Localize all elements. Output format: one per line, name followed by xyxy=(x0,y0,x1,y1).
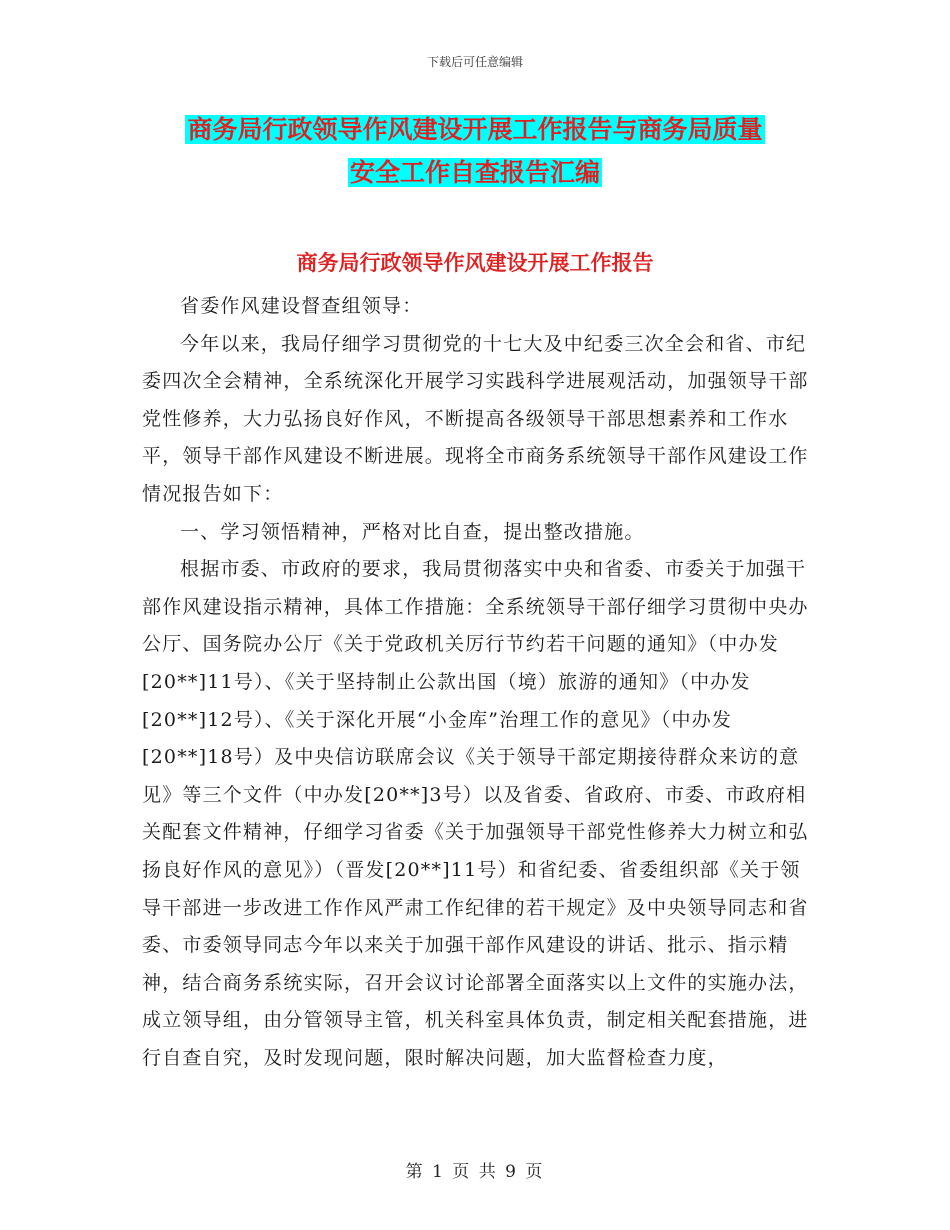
title-highlight: 安全工作自查报告汇编 xyxy=(349,158,600,187)
section-title: 商务局行政领导作风建设开展工作报告 xyxy=(296,251,654,275)
paragraph-heading-1: 一、学习领悟精神，严格对比自查，提出整改措施。 xyxy=(180,520,645,543)
document-title-line-2 xyxy=(0,154,950,192)
paragraph-intro: 今年以来，我局仔细学习贯彻党的十七大及中纪委三次全会和省、市纪委四次全会精神，全系统深化开展学习实践科学进展观活动，加强领导干部党性修养，大力弘扬良好作风，不断提高各级领导干部思想素养和工作水平，领导干部作风建设不断进展。现将全市商务系统领导干部作风建设工作情况报告如下： xyxy=(142,332,809,505)
page-number: 第 1 页 共 9 页 xyxy=(405,1162,545,1182)
document-body xyxy=(142,288,814,1077)
header-note: 下载后可任意编辑 xyxy=(426,55,523,69)
document-title-line-1 xyxy=(0,111,950,149)
paragraph-measures: 根据市委、市政府的要求，我局贯彻落实中央和省委、市委关于加强干部作风建设指示精神，具体工作措施：全系统领导干部仔细学习贯彻中央办公厅、国务院办公厅《关于党政机关厉行节约若干问题的通知》（中办发[20**]11号）、《关于坚持制止公款出国（境）旅游的通知》（中办发[20**]12号）、《关于深化开展“小金库”治理工作的意见》（中办发[20**]18号）及中央信访联席会议《关于领导干部定期接待群众来访的意见》等三个文件（中办发[20**]3号）以及省委、省政府、市委、市政府相关配套文件精神，仔细学习省委《关于加强领导干部党性修养大力树立和弘扬良好作风的意见》）（晋发[20**]11号）和省纪委、省委组织部《关于领导干部进一步改进工作作风严肃工作纪律的若干规定》及中央领导同志和省委、市委领导同志今年以来关于加强干部作风建设的讲话、批示、指示精神，结合商务系统实际，召开会议讨论部署全面落实以上文件的实施办法，成立领导组，由分管领导主管，机关科室具体负责，制定相关配套措施，进行自查自究，及时发现问题，限时解决问题，加大监督检查力度， xyxy=(142,558,809,1069)
title-highlight: 商务局行政领导作风建设开展工作报告与商务局质量 xyxy=(187,115,763,144)
salutation: 省委作风建设督查组领导： xyxy=(180,295,423,317)
